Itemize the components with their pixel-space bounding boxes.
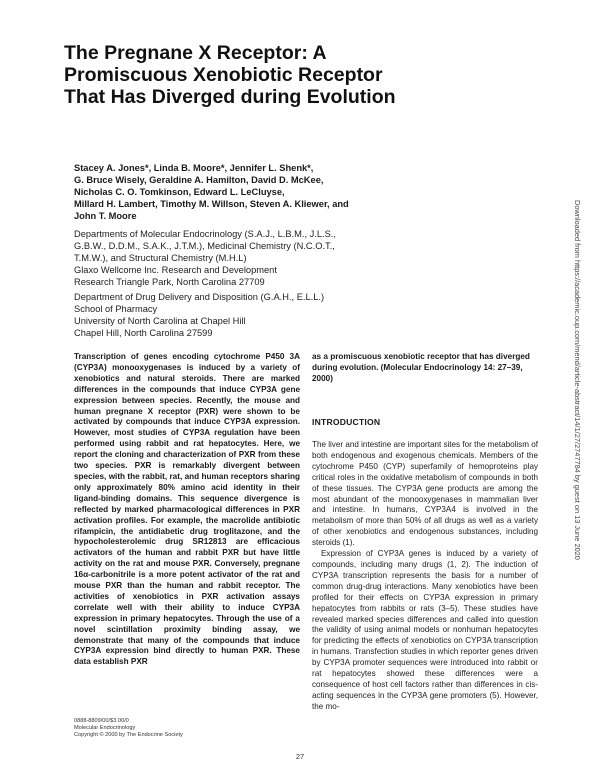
footer-line: Molecular Endocrinology (74, 725, 136, 731)
affiliation-line: Departments of Molecular Endocrinology (S.A.J., L.B.M., J.L.S., (74, 229, 336, 239)
intro-paragraph: Expression of CYP3A genes is induced by a variety of compounds, including many drugs (1, 2). The induction of CYP3A transcription represents the basis for a number of common drug-drug interactions. Many xenobiotics have been profiled for their effects on CYP3A expression in primary hepatocytes from rabbits or rats (3–5). These studies have revealed marked species differences and called into question the validity of using animal models or nonhuman hepatocytes for predicting the effects of xenobiotics on CYP3A transcription in humans. Transfection studies in which reporter genes driven by CYP3A promoter sequences were introduced into rabbit or rat hepatocytes showed these differences were a consequence of host cell factors rather than differences in cis-acting sequences in the CYP3A gene promoters (5). However, the mo- (312, 549, 538, 711)
author-line: John T. Moore (74, 211, 137, 221)
affiliation-glaxo (74, 228, 494, 288)
section-heading-introduction: INTRODUCTION (312, 417, 381, 427)
affiliation-line: Department of Drug Delivery and Disposition (G.A.H., E.L.L.) (74, 292, 325, 302)
title-line: The Pregnane X Receptor: A (64, 42, 327, 64)
abstract: Transcription of genes encoding cytochrome P450 3A (CYP3A) monooxygenases is induced by a variety of xenobiotics and natural steroids. There are marked differences in the compounds that induce CYP3A gene expression between species. Recently, the mouse and human pregnane X receptor (PXR) were shown to be activated by compounds that induce CYP3A expression. However, most studies of CYP3A regulation have been performed using rabbit and rat hepatocytes. Here, we report the cloning and characterization of PXR from these two species. PXR is remarkably divergent between species, with the rabbit, rat, and human receptors sharing only approximately 80% amino acid identity in their ligand-binding domains. This sequence divergence is reflected by marked pharmacological differences in PXR activation profiles. For example, the macrolide antibiotic rifampicin, the antidiabetic drug troglitazone, and the hypocholesterolemic drug SR12813 are efficacious activators of the human and rabbit PXR but have little activity on the rat and mouse PXR. Conversely, pregnane 16α-carbonitrile is a more potent activator of the rat and mouse PXR than the human and rabbit receptor. The activities of xenobiotics in PXR activation assays correlate well with their ability to induce CYP3A expression in primary hepatocytes. Through the use of a novel scintillation proximity binding assay, we demonstrate that many of the compounds that induce CYP3A expression bind directly to human PXR. These data establish PXR (74, 352, 300, 667)
copyright-footer (74, 718, 274, 739)
paper-title (64, 42, 484, 108)
intro-paragraph: The liver and intestine are important sites for the metabolism of both endogenous and exogenous chemicals. Members of the cytochrome P450 (CYP) superfamily of hemoproteins play critical roles in the oxidative metabolism of compounds in both of these tissues. The CYP3A gene products are among the most abundant of the monooxygenases in mammalian liver and intestine. In humans, CYP3A4 is involved in the metabolism of more than 50% of all drugs as well as a variety of other xenobiotics and endogenous substances, including steroids (1). (312, 440, 538, 548)
author-line: Millard H. Lambert, Timothy M. Willson, Steven A. Kliewer, and (74, 199, 349, 209)
author-line: Nicholas C. O. Tomkinson, Edward L. LeCluyse, (74, 187, 285, 197)
affiliation-line: School of Pharmacy (74, 304, 158, 314)
introduction-body (312, 440, 538, 713)
affiliation-line: Glaxo Wellcome Inc. Research and Development (74, 265, 277, 275)
download-note-text[interactable]: Downloaded from https://academic.oup.com/mend/article-abstract/14/1/27/2747784 by guest on 13 June 2020 (573, 200, 582, 560)
author-line: G. Bruce Wisely, Geraldine A. Hamilton, David D. McKee, (74, 175, 324, 185)
affiliation-line: University of North Carolina at Chapel Hill (74, 316, 246, 326)
footer-line: 0888-8809/00/$3.00/0 (74, 718, 129, 724)
title-line: Promiscuous Xenobiotic Receptor (64, 64, 383, 86)
affiliation-line: Research Triangle Park, North Carolina 27709 (74, 277, 265, 287)
affiliation-unc (74, 291, 494, 339)
affiliation-line: T.M.W.), and Structural Chemistry (M.H.L) (74, 253, 247, 263)
download-watermark[interactable] (573, 200, 582, 560)
abstract-continuation: as a promiscuous xenobiotic receptor that has diverged during evolution. (Molecular Endocrinology 14: 27–39, 2000) (312, 352, 530, 383)
page-number: 27 (295, 752, 305, 761)
affiliation-line: G.B.W., D.D.M., S.A.K., J.T.M.), Medicinal Chemistry (N.C.O.T., (74, 241, 335, 251)
author-line: Stacey A. Jones*, Linda B. Moore*, Jennifer L. Shenk*, (74, 163, 314, 173)
title-line: That Has Diverged during Evolution (64, 86, 396, 108)
author-list (74, 162, 494, 222)
affiliation-line: Chapel Hill, North Carolina 27599 (74, 328, 213, 338)
footer-line: Copyright © 2000 by The Endocrine Society (74, 732, 183, 738)
